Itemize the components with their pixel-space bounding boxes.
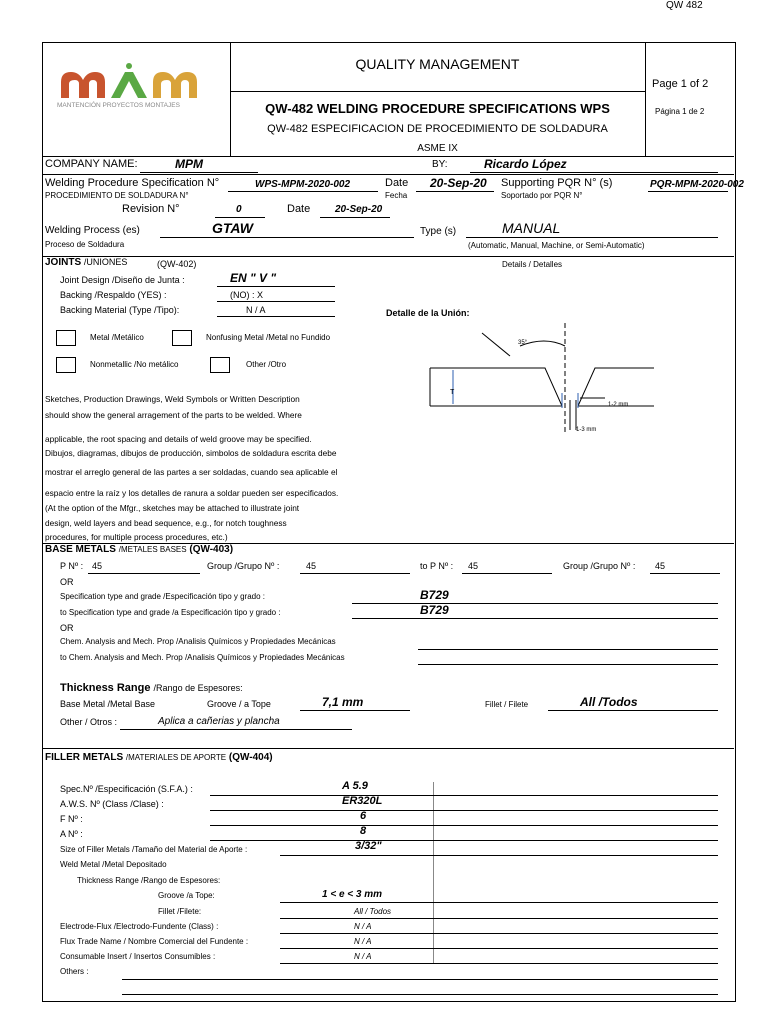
joint-detail-drawing	[420, 318, 660, 438]
groove-value: 7,1 mm	[322, 695, 364, 709]
filler-fillet-label: Fillet /Filete:	[158, 907, 202, 916]
filler-thickness-label: Thickness Range /Rango de Espesores:	[77, 876, 221, 885]
type-note: (Automatic, Manual, Machine, or Semi-Automatic)	[468, 241, 645, 250]
to-chem-underline	[418, 664, 718, 665]
filler-metals-code: (QW-404)	[228, 752, 273, 763]
nonmetallic-label: Nonmetallic /No metálico	[90, 360, 179, 369]
joint-design-label: Joint Design /Diseño de Junta :	[60, 275, 185, 285]
filler-row-value: 8	[360, 825, 367, 837]
pqr-label: Supporting PQR N° (s)	[501, 177, 613, 189]
nonfusing-label: Nonfusing Metal /Metal no Fundido	[206, 333, 331, 342]
process-value: GTAW	[212, 220, 253, 236]
company-value: MPM	[175, 157, 203, 171]
electrode-underline	[280, 933, 718, 934]
filler-row-underline	[210, 810, 718, 811]
date-label-es: Fecha	[385, 191, 408, 200]
to-p-number-label: to P Nº :	[420, 561, 454, 571]
date-underline	[416, 191, 494, 192]
others-underline	[122, 979, 718, 980]
company-label: COMPANY NAME:	[45, 158, 138, 170]
filler-row-underline	[280, 855, 718, 856]
filler-row-underline	[210, 840, 718, 841]
filler-row-underline	[210, 795, 718, 796]
joint-detail-title: Detalle de la Unión:	[386, 308, 470, 318]
angle-text: 35°	[518, 340, 528, 346]
revision-underline	[215, 217, 265, 218]
joints-top-rule	[42, 256, 734, 257]
pqr-label-es: Soportado por PQR N°	[501, 191, 583, 200]
filler-row-label: A Nº :	[60, 829, 83, 839]
joints-text-line: Dibujos, diagramas, dibujos de producción, simbolos de soldadura escrita debe	[45, 448, 337, 458]
thickness-mark: T	[450, 389, 455, 396]
logo-mark-icon	[55, 62, 215, 102]
insert-value: N / A	[354, 952, 372, 961]
revision-value: 0	[236, 204, 242, 215]
others-label: Others :	[60, 967, 89, 976]
filler-metals-top-rule	[42, 748, 734, 749]
group-value: 45	[306, 561, 317, 571]
p-number-value: 45	[92, 561, 103, 571]
filler-metals-title: FILLER METALS	[45, 752, 124, 763]
joint-design-value: EN " V "	[230, 271, 277, 285]
to-spec-underline	[352, 618, 718, 619]
company-underline	[140, 172, 258, 173]
wps-label-es: PROCEDIMIENTO DE SOLDADURA N°	[45, 191, 189, 200]
flux-value: N / A	[354, 937, 372, 946]
wps-subtitle: QW-482 ESPECIFICACION DE PROCEDIMIENTO DE SOLDADURA	[267, 123, 608, 135]
thickness-title-es: /Rango de Espesores:	[153, 683, 243, 693]
or-label: OR	[60, 623, 74, 633]
filler-groove-value: 1 < e < 3 mm	[322, 889, 383, 900]
process-label-es: Proceso de Soldadura	[45, 240, 125, 249]
type-underline	[466, 237, 718, 238]
filler-row-value: ER320L	[342, 795, 383, 807]
backing-value: (NO) : X	[230, 290, 263, 300]
filler-row-value: 3/32"	[355, 840, 382, 852]
by-underline	[470, 172, 718, 173]
p-number-label: P Nº :	[60, 561, 84, 571]
flux-underline	[280, 948, 718, 949]
fillet-underline	[548, 710, 718, 711]
header-divider-right	[645, 42, 646, 156]
joint-design-underline	[217, 286, 335, 287]
date-label: Date	[385, 177, 409, 189]
other-checkbox[interactable]	[210, 357, 230, 373]
company-row-rule	[42, 174, 734, 175]
joints-text-line: should show the general arragement of the parts to be welded. Where	[45, 410, 302, 420]
groove-label: Groove / a Tope	[207, 699, 271, 709]
filler-row-value: 6	[360, 810, 367, 822]
joints-text-line: espacio entre la raíz y los detalles de ranura a soldar pueden ser especificados.	[45, 488, 339, 498]
electrode-value: N / A	[354, 922, 372, 931]
base-metal-label: Base Metal /Metal Base	[60, 699, 156, 709]
page-number-es: Página 1 de 2	[655, 107, 705, 116]
backing-underline	[217, 301, 335, 302]
process-label: Welding Process (es)	[45, 225, 140, 236]
group2-underline	[650, 573, 720, 574]
or-label: OR	[60, 577, 74, 587]
to-spec-label: to Specification type and grade /a Especificación tipo y grado :	[60, 608, 281, 617]
standard: ASME IX	[417, 143, 458, 154]
pqr-value: PQR-MPM-2020-002	[650, 179, 744, 190]
filler-metals-title-es: /MATERIALES DE APORTE	[125, 753, 227, 762]
filler-groove-underline	[280, 902, 718, 903]
land-text: 1-2 mm	[608, 402, 629, 408]
rev-date-value: 20-Sep-20	[335, 204, 383, 215]
base-metals-title-es: /METALES BASES	[118, 545, 187, 554]
wps-number-underline	[228, 191, 378, 192]
doc-code: QW 482	[666, 0, 703, 11]
joints-text-line: procedures, for multiple process procedures, etc.)	[45, 532, 228, 542]
nonmetallic-checkbox[interactable]	[56, 357, 76, 373]
details-label: Details / Detalles	[502, 260, 563, 269]
chem-label: Chem. Analysis and Mech. Prop /Analisis Químicos y Propiedades Mecánicas	[60, 637, 336, 646]
group-underline	[300, 573, 410, 574]
base-metals-code: (QW-403)	[189, 544, 234, 555]
spec-underline	[352, 603, 718, 604]
metal-label: Metal /Metálico	[90, 333, 144, 342]
filler-row-underline	[210, 825, 718, 826]
process-underline	[160, 237, 414, 238]
joints-text-line: (At the option of the Mfgr., sketches may be attached to illustrate joint	[45, 503, 300, 513]
filler-groove-label: Groove /a Tope:	[158, 891, 215, 900]
rev-date-label: Date	[287, 203, 311, 215]
base-metals-title: BASE METALS	[45, 544, 116, 555]
flux-label: Flux Trade Name / Nombre Comercial del Fundente :	[60, 937, 249, 946]
joints-heading	[45, 257, 127, 268]
spec-value: B729	[420, 588, 449, 602]
wps-label: Welding Procedure Specification N°	[45, 177, 220, 189]
pqr-underline	[648, 191, 728, 192]
group2-value: 45	[655, 561, 666, 571]
group-label: Group /Grupo Nº :	[207, 561, 280, 571]
weld-metal-label: Weld Metal /Metal Depositado	[60, 860, 167, 869]
thickness-heading	[60, 682, 243, 694]
filler-fillet-value: All / Todos	[354, 907, 392, 916]
group2-label: Group /Grupo Nº :	[563, 561, 636, 571]
others-underline	[122, 994, 718, 995]
joints-title: JOINTS	[45, 257, 82, 268]
gap-text: 1-3 mm	[576, 427, 597, 433]
filler-row-label: Spec.Nº /Especificación (S.F.A.) :	[60, 784, 193, 794]
backing-label: Backing /Respaldo (YES) :	[60, 290, 167, 300]
other-thickness-underline	[120, 729, 352, 730]
rev-date-underline	[320, 217, 390, 218]
page-number: Page 1 of 2	[652, 78, 709, 90]
by-label: BY:	[432, 159, 448, 170]
metal-checkbox[interactable]	[56, 330, 76, 346]
to-chem-label: to Chem. Analysis and Mech. Prop /Analisis Químicos y Propiedades Mecánicas	[60, 653, 345, 662]
other-label: Other /Otro	[246, 360, 287, 369]
wps-title: QW-482 WELDING PROCEDURE SPECIFICATIONS WPS	[265, 101, 610, 116]
filler-metals-heading	[45, 752, 273, 763]
other-thickness-value: Aplica a cañerias y plancha	[158, 716, 280, 727]
backing-material-label: Backing Material (Type /Tipo):	[60, 305, 180, 315]
header-bottom-rule	[42, 156, 734, 157]
header-title-rule	[230, 91, 645, 92]
by-value: Ricardo López	[484, 157, 567, 171]
joints-text-line: design, weld layers and bead sequence, e.g., for notch toughness	[45, 518, 287, 528]
joints-title-es: /UNIONES	[83, 257, 128, 267]
joints-text-line: Sketches, Production Drawings, Weld Symbols or Written Description	[45, 394, 300, 404]
filler-row-label: Size of Filler Metals /Tamaño del Material de Aporte :	[60, 845, 248, 854]
header-title: QUALITY MANAGEMENT	[355, 56, 520, 72]
filler-row-value: A 5.9	[342, 780, 368, 792]
to-p-number-value: 45	[468, 561, 479, 571]
type-label: Type (s)	[420, 226, 457, 237]
to-p-number-underline	[462, 573, 552, 574]
electrode-label: Electrode-Flux /Electrodo-Fundente (Class) :	[60, 922, 219, 931]
filler-fillet-underline	[280, 918, 718, 919]
insert-label: Consumable Insert / Insertos Consumibles :	[60, 952, 216, 961]
company-logo	[55, 62, 215, 122]
type-value: MANUAL	[502, 220, 561, 236]
thickness-title: Thickness Range	[60, 682, 151, 694]
fillet-label: Fillet / Filete	[485, 700, 529, 709]
p-number-underline	[88, 573, 200, 574]
base-metals-heading	[45, 544, 233, 555]
insert-underline	[280, 963, 718, 964]
joints-text-line: applicable, the root spacing and details of weld groove may be specified.	[45, 434, 312, 444]
filler-row-label: F Nº :	[60, 814, 83, 824]
fillet-value: All /Todos	[580, 695, 638, 709]
spec-label: Specification type and grade /Especificación tipo y grado :	[60, 592, 266, 601]
wps-number: WPS-MPM-2020-002	[255, 179, 351, 190]
groove-underline	[300, 710, 410, 711]
to-spec-value: B729	[420, 603, 449, 617]
date-value: 20-Sep-20	[430, 176, 487, 190]
revision-label: Revision N°	[122, 203, 180, 215]
other-thickness-label: Other / Otros :	[60, 717, 118, 727]
logo-text: MANTENCIÓN PROYECTOS MONTAJES	[57, 102, 180, 109]
filler-row-label: A.W.S. Nº (Class /Clase) :	[60, 799, 164, 809]
nonfusing-checkbox[interactable]	[172, 330, 192, 346]
joints-code: (QW-402)	[157, 259, 197, 269]
joints-text-line: mostrar el arreglo general de las partes a ser soldadas, cuando sea aplicable el	[45, 467, 338, 477]
backing-material-value: N / A	[246, 305, 266, 315]
chem-underline	[418, 649, 718, 650]
backing-material-underline	[217, 316, 335, 317]
